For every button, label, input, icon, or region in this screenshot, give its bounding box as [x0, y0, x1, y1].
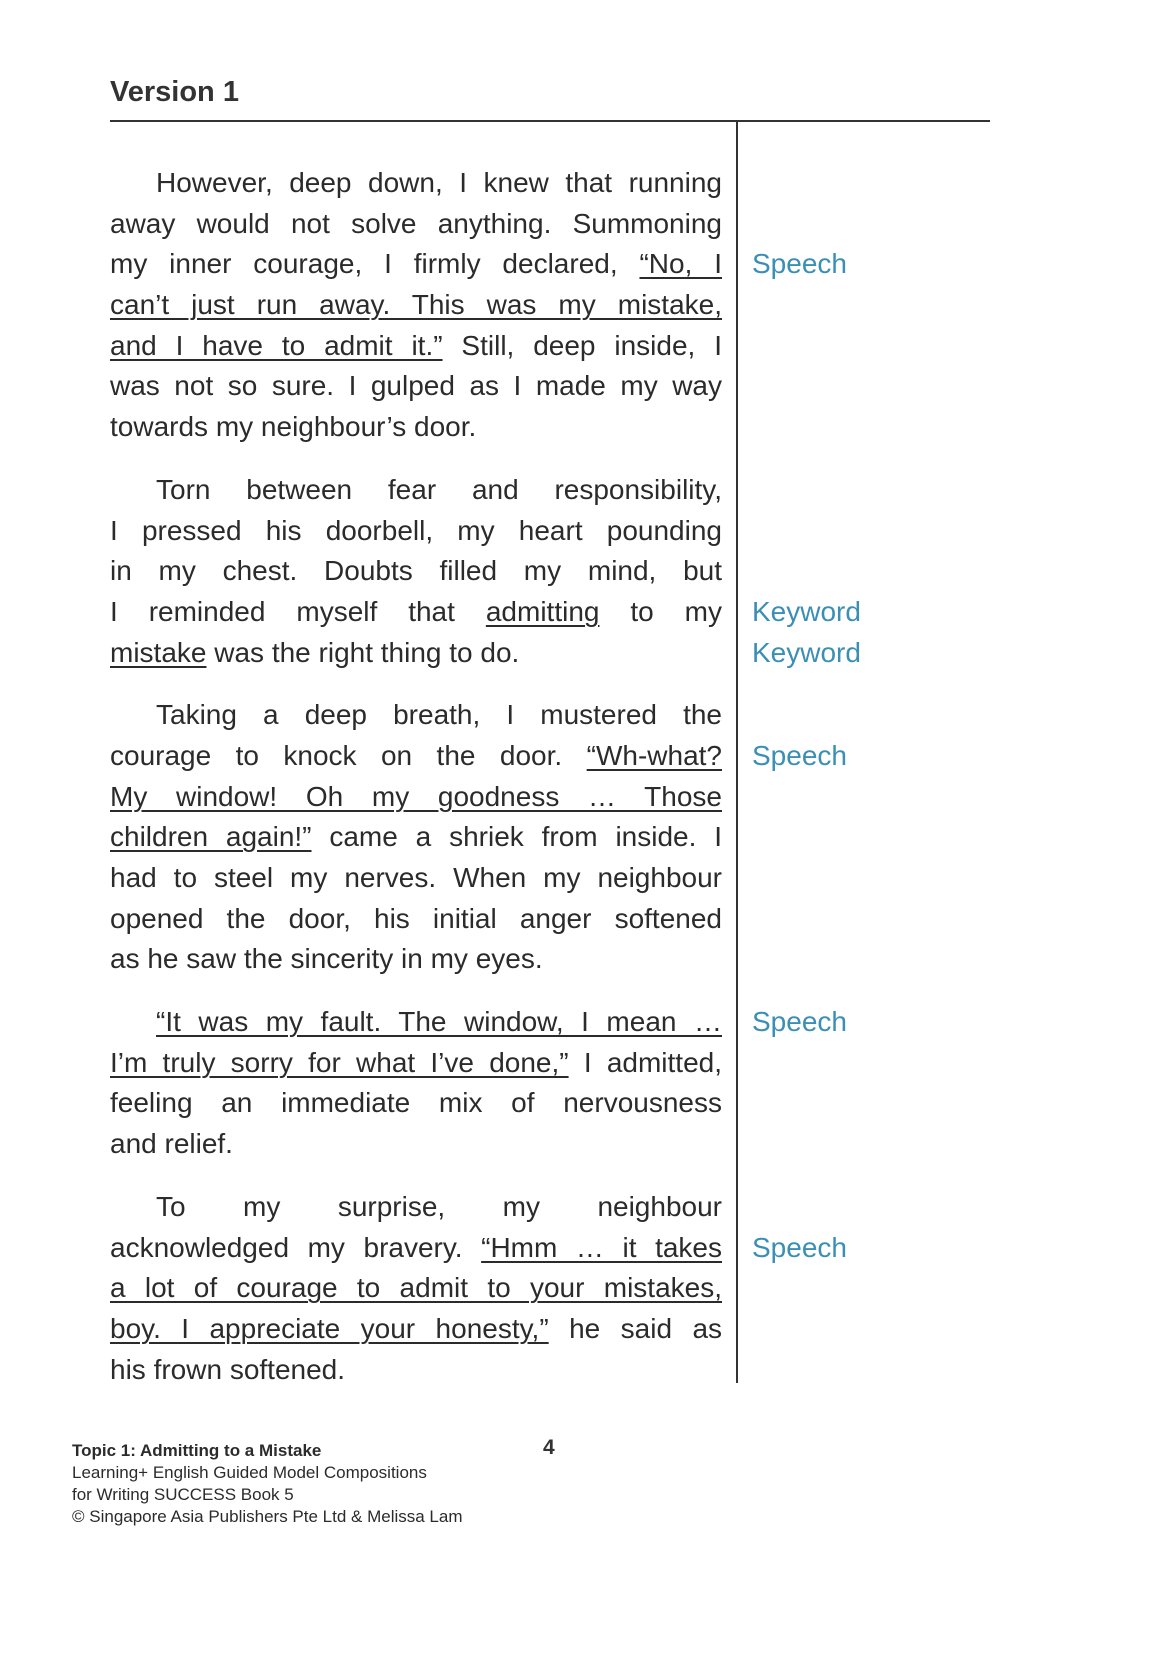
text-line: [110, 1228, 847, 1269]
paragraph: [110, 470, 861, 673]
underlined-phrase: My window! Oh my goodness … Those: [110, 780, 722, 812]
page-number: 4: [543, 1436, 555, 1459]
text-line: [110, 366, 722, 407]
underlined-phrase: children again!”: [110, 821, 312, 853]
text-line: [110, 1268, 722, 1309]
text-line: [110, 244, 847, 285]
text-segment: in my chest. Doubts filled my mind, but: [110, 555, 722, 587]
text-segment: However, deep down, I knew that running: [156, 167, 722, 198]
text-line: [110, 470, 722, 511]
text-segment: came a shriek from inside. I: [311, 821, 723, 853]
text-segment: his frown softened.: [110, 1353, 346, 1385]
text-line: [110, 1043, 722, 1084]
text-line: [110, 1083, 722, 1124]
text-segment: to my: [599, 595, 723, 627]
text-segment: Torn between fear and responsibility,: [156, 473, 722, 505]
margin-note-keyword: Keyword: [752, 595, 861, 627]
text-segment: I reminded myself that: [110, 595, 486, 627]
margin-note-speech: Speech: [752, 1231, 847, 1263]
text-segment: was not so sure. I gulped as I made my way: [110, 370, 722, 402]
footer: [72, 1440, 463, 1528]
underlined-phrase: admitting: [485, 595, 600, 627]
underlined-phrase: mistake: [110, 636, 207, 668]
heading-divider: [110, 120, 990, 122]
text-line: [110, 204, 722, 245]
text-segment: Taking a deep breath, I mustered the: [156, 699, 722, 731]
text-line: [110, 551, 722, 592]
paragraph: [110, 695, 847, 980]
text-line: [110, 285, 722, 326]
text-segment: my inner courage, I firmly declared,: [110, 248, 640, 280]
text-segment: had to steel my nerves. When my neighbour: [110, 862, 722, 893]
underlined-phrase: “It was my fault. The window, I mean …: [156, 1006, 722, 1038]
text-line: [110, 1124, 722, 1165]
underlined-phrase: can’t just run away. This was my mistake,: [110, 289, 722, 321]
text-segment: courage to knock on the door.: [110, 739, 587, 771]
text-line: [110, 899, 722, 940]
text-segment: opened the door, his initial anger softened: [110, 902, 722, 934]
text-segment: as he saw the sincerity in my eyes.: [110, 943, 543, 975]
text-line: [110, 1002, 847, 1043]
text-line: [110, 695, 722, 736]
text-segment: I admitted,: [568, 1046, 722, 1078]
underlined-phrase: “Hmm … it takes: [481, 1231, 722, 1263]
text-line: [110, 1350, 722, 1391]
underlined-phrase: I’m truly sorry for what I’ve done,”: [110, 1046, 569, 1078]
text-segment: feeling an immediate mix of nervousness: [110, 1087, 722, 1119]
text-line: [110, 163, 722, 204]
text-line: [110, 858, 722, 899]
underlined-phrase: a lot of courage to admit to your mistakes,: [110, 1272, 722, 1304]
footer-topic: Topic 1: Admitting to a Mistake: [72, 1441, 322, 1460]
margin-note-speech: Speech: [752, 739, 847, 771]
text-line: [110, 1187, 722, 1228]
text-line: [110, 1309, 722, 1350]
margin-note-speech: Speech: [752, 1006, 847, 1038]
text-segment: To my surprise, my neighbour: [156, 1190, 722, 1222]
text-segment: I pressed his doorbell, my heart pounding: [110, 514, 722, 546]
text-segment: towards my neighbour’s door.: [110, 411, 477, 443]
margin-note-keyword: Keyword: [752, 636, 861, 668]
paragraph: [110, 163, 847, 448]
text-line: [110, 939, 722, 980]
text-line: [110, 633, 861, 674]
underlined-phrase: and I have to admit it.”: [110, 329, 443, 361]
text-line: [110, 592, 861, 633]
footer-book-subtitle: for Writing SUCCESS Book 5: [72, 1485, 294, 1504]
margin-note-speech: Speech: [752, 248, 847, 280]
text-line: [110, 326, 722, 367]
text-segment: was the right thing to do.: [206, 636, 520, 668]
text-segment: away would not solve anything. Summoning: [110, 207, 722, 239]
underlined-phrase: boy. I appreciate your honesty,”: [110, 1312, 549, 1344]
text-segment: Still, deep inside, I: [442, 329, 722, 361]
text-line: [110, 407, 722, 448]
text-line: [110, 511, 722, 552]
text-segment: and relief.: [110, 1128, 233, 1160]
text-segment: he said as: [548, 1312, 723, 1344]
paragraph: [110, 1187, 847, 1390]
text-segment: acknowledged my bravery.: [110, 1231, 482, 1263]
footer-book-title: Learning+ English Guided Model Compositions: [72, 1463, 427, 1482]
underlined-phrase: “Wh-what?: [586, 739, 722, 771]
underlined-phrase: “No, I: [639, 248, 722, 280]
text-line: [110, 736, 847, 777]
text-line: [110, 777, 722, 818]
paragraph: [110, 1002, 847, 1165]
section-heading: Version 1: [110, 76, 239, 108]
text-line: [110, 817, 722, 858]
margin-divider: [736, 121, 738, 1383]
footer-copyright: © Singapore Asia Publishers Pte Ltd & Melissa Lam: [72, 1507, 463, 1526]
composition-body: [110, 163, 861, 1412]
